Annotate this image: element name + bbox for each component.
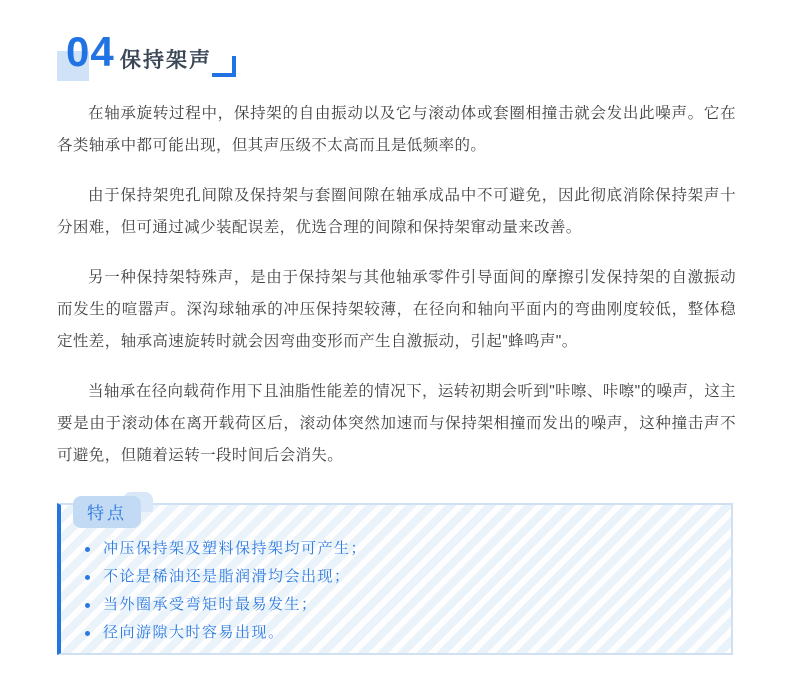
bullet-dot-icon <box>85 547 90 552</box>
article-body <box>57 98 736 490</box>
section-title: 保持架声 <box>120 49 212 72</box>
list-item <box>81 595 711 615</box>
features-label: 特点 <box>73 496 141 528</box>
list-item <box>81 539 711 559</box>
list-item-text: 径向游隙大时容易出现。 <box>103 624 285 641</box>
paragraph: 由于保持架兜孔间隙及保持架与套圈间隙在轴承成品中不可避免，因此彻底消除保持架声十分困难，但可通过减少装配误差，优选合理的间隙和保持架窜动量来改善。 <box>57 187 736 236</box>
bullet-dot-icon <box>85 575 90 580</box>
paragraph: 在轴承旋转过程中，保持架的自由振动以及它与滚动体或套圈相撞击就会发出此噪声。它在各类轴承中都可能出现，但其声压级不太高而且是低频率的。 <box>57 105 736 154</box>
list-item-text: 冲压保持架及塑料保持架均可产生； <box>103 540 368 557</box>
corner-bracket-icon <box>212 56 236 77</box>
section-number: 04 <box>66 28 115 75</box>
list-item-text: 当外圈承受弯矩时最易发生； <box>103 596 318 613</box>
list-item <box>81 623 711 643</box>
section-header <box>0 0 789 95</box>
features-callout-box <box>57 503 733 655</box>
paragraph: 当轴承在径向载荷作用下且油脂性能差的情况下，运转初期会听到"咔嚓、咔嚓"的噪声，这主要是由于滚动体在离开载荷区后，滚动体突然加速而与保持架相撞而发出的噪声，这种撞击声不可避免，但随着运转一段时间后会消失。 <box>57 383 736 464</box>
bullet-dot-icon <box>85 631 90 636</box>
features-list <box>81 539 711 651</box>
list-item-text: 不论是稀油还是脂润滑均会出现； <box>103 568 351 585</box>
bullet-dot-icon <box>85 603 90 608</box>
list-item <box>81 567 711 587</box>
paragraph: 另一种保持架特殊声，是由于保持架与其他轴承零件引导面间的摩擦引发保持架的自激振动而发生的喧嚣声。深沟球轴承的冲压保持架较薄，在径向和轴向平面内的弯曲刚度较低，整体稳定性差，轴承高速旋转时就会因弯曲变形而产生自激振动，引起"蜂鸣声"。 <box>57 269 736 350</box>
